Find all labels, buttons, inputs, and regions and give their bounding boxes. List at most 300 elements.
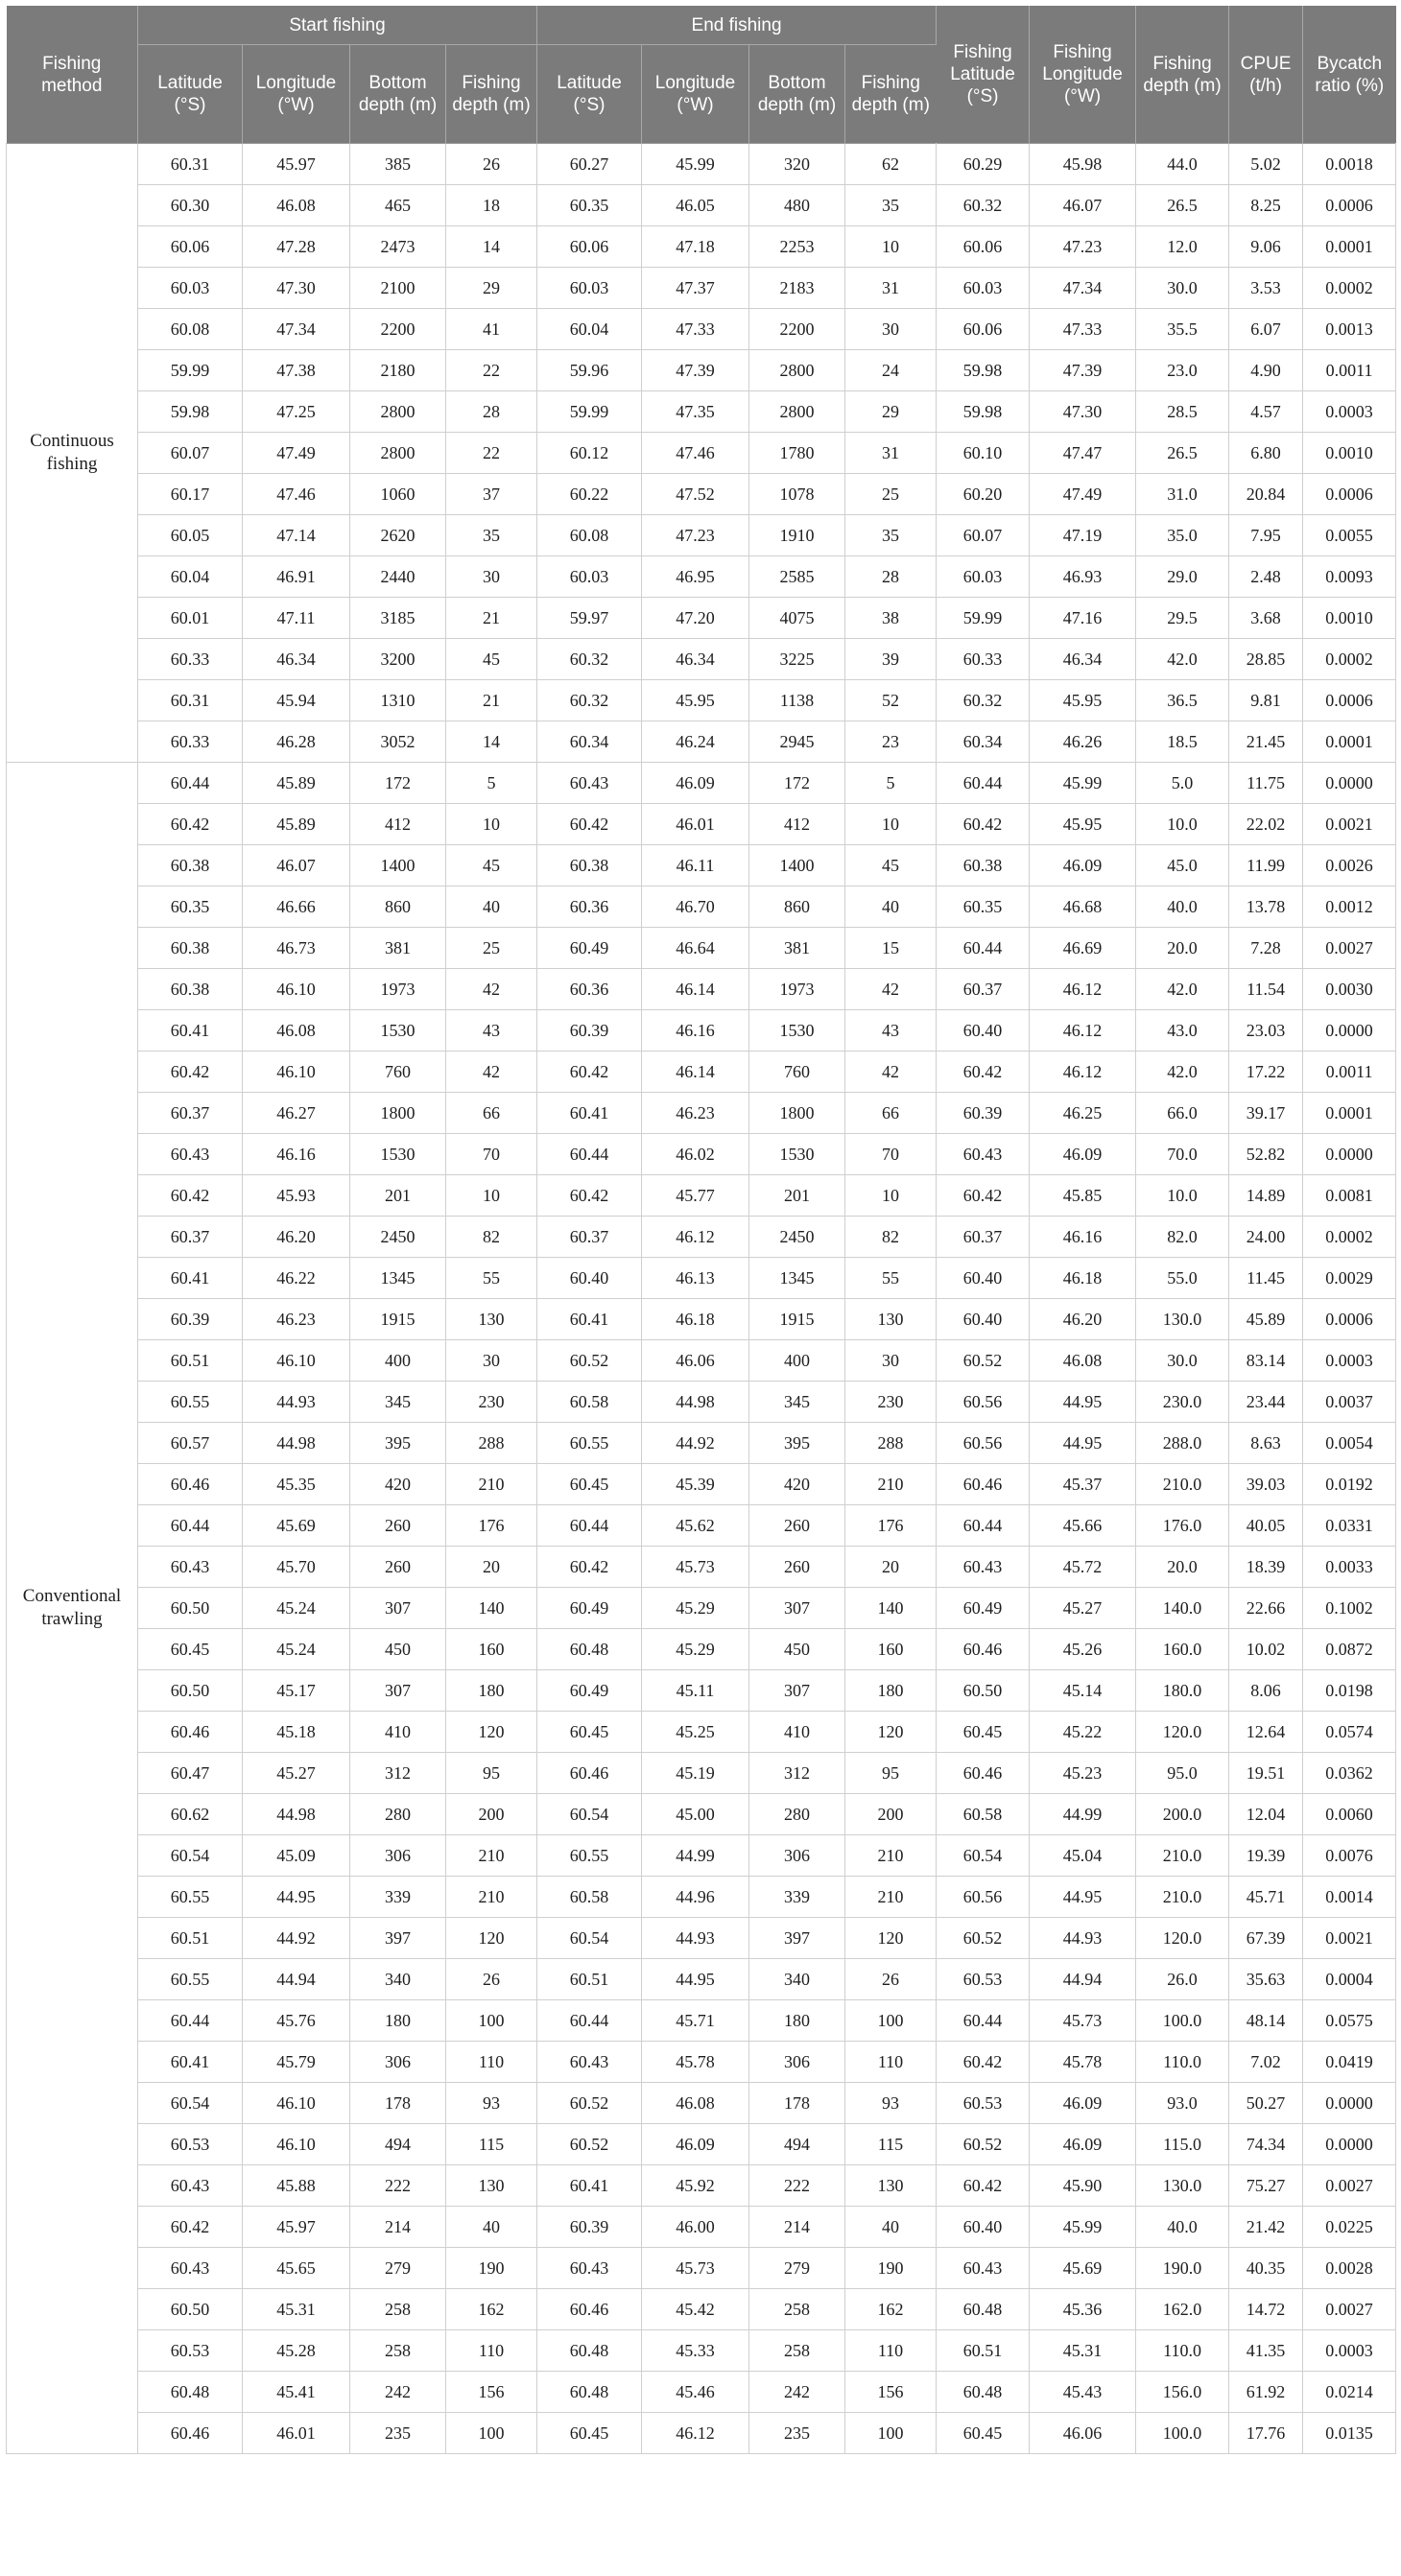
fishing-depth-cell: 66.0 [1136,1093,1229,1134]
bycatch-ratio-cell: 0.0000 [1303,1010,1396,1052]
cpue-cell: 50.27 [1229,2083,1303,2124]
start-latitude-cell: 60.03 [138,268,243,309]
cpue-cell: 17.76 [1229,2413,1303,2454]
start-latitude-cell: 60.42 [138,2207,243,2248]
start-fishing-depth-cell: 110 [446,2330,537,2372]
fishing-depth-cell: 20.0 [1136,928,1229,969]
fishing-longitude-cell: 45.95 [1030,804,1136,845]
end-bottom-depth-cell: 410 [749,1712,845,1753]
bycatch-ratio-cell: 0.0014 [1303,1877,1396,1918]
end-fishing-depth-cell: 28 [845,556,937,598]
start-latitude-cell: 60.06 [138,226,243,268]
end-fishing-depth-cell: 160 [845,1629,937,1670]
start-fishing-depth-cell: 70 [446,1134,537,1175]
table-row [7,185,1396,226]
bycatch-ratio-cell: 0.0076 [1303,1835,1396,1877]
fishing-latitude-cell: 60.35 [937,886,1030,928]
bycatch-ratio-cell: 0.0001 [1303,1093,1396,1134]
start-latitude-cell: 60.07 [138,433,243,474]
table-row [7,1835,1396,1877]
start-fishing-depth-cell: 21 [446,680,537,721]
table-row [7,1547,1396,1588]
fishing-longitude-cell: 46.68 [1030,886,1136,928]
fishing-longitude-cell: 44.95 [1030,1877,1136,1918]
end-longitude-cell: 46.14 [642,1052,749,1093]
end-latitude-cell: 60.39 [537,2207,642,2248]
end-latitude-cell: 60.03 [537,268,642,309]
end-fishing-depth-cell: 62 [845,144,937,185]
table-row [7,1959,1396,2000]
start-latitude-cell: 60.50 [138,2289,243,2330]
cpue-cell: 13.78 [1229,886,1303,928]
bycatch-ratio-cell: 0.0000 [1303,2083,1396,2124]
bycatch-ratio-cell: 0.0574 [1303,1712,1396,1753]
start-longitude-cell: 46.91 [243,556,350,598]
start-latitude-cell: 60.08 [138,309,243,350]
fishing-longitude-cell: 45.26 [1030,1629,1136,1670]
cpue-cell: 11.75 [1229,763,1303,804]
start-bottom-depth-cell: 2473 [350,226,446,268]
table-row [7,1093,1396,1134]
end-bottom-depth-cell: 760 [749,1052,845,1093]
header-end-bottom-depth: Bottom depth (m) [749,45,845,144]
start-longitude-cell: 45.88 [243,2165,350,2207]
start-longitude-cell: 45.09 [243,1835,350,1877]
fishing-latitude-cell: 60.56 [937,1382,1030,1423]
fishing-longitude-cell: 45.66 [1030,1505,1136,1547]
fishing-longitude-cell: 44.94 [1030,1959,1136,2000]
end-bottom-depth-cell: 214 [749,2207,845,2248]
start-longitude-cell: 45.93 [243,1175,350,1217]
end-latitude-cell: 60.49 [537,1670,642,1712]
end-longitude-cell: 44.96 [642,1877,749,1918]
end-bottom-depth-cell: 1973 [749,969,845,1010]
start-latitude-cell: 60.51 [138,1340,243,1382]
start-bottom-depth-cell: 2100 [350,268,446,309]
end-fishing-depth-cell: 210 [845,1464,937,1505]
start-bottom-depth-cell: 1530 [350,1134,446,1175]
fishing-latitude-cell: 60.49 [937,1588,1030,1629]
fishing-depth-cell: 30.0 [1136,1340,1229,1382]
fishing-latitude-cell: 60.20 [937,474,1030,515]
fishing-longitude-cell: 45.23 [1030,1753,1136,1794]
table-row [7,2165,1396,2207]
cpue-cell: 6.07 [1229,309,1303,350]
bycatch-ratio-cell: 0.0000 [1303,763,1396,804]
end-bottom-depth-cell: 381 [749,928,845,969]
fishing-longitude-cell: 45.73 [1030,2000,1136,2042]
start-bottom-depth-cell: 3200 [350,639,446,680]
fishing-latitude-cell: 60.03 [937,556,1030,598]
cpue-cell: 9.81 [1229,680,1303,721]
start-bottom-depth-cell: 2180 [350,350,446,391]
bycatch-ratio-cell: 0.0033 [1303,1547,1396,1588]
end-latitude-cell: 60.37 [537,1217,642,1258]
end-latitude-cell: 60.41 [537,2165,642,2207]
fishing-depth-cell: 29.0 [1136,556,1229,598]
fishing-depth-cell: 140.0 [1136,1588,1229,1629]
end-fishing-depth-cell: 25 [845,474,937,515]
end-latitude-cell: 60.48 [537,1629,642,1670]
start-fishing-depth-cell: 26 [446,144,537,185]
start-longitude-cell: 45.17 [243,1670,350,1712]
cpue-cell: 3.53 [1229,268,1303,309]
end-latitude-cell: 60.49 [537,928,642,969]
end-bottom-depth-cell: 1910 [749,515,845,556]
start-longitude-cell: 47.14 [243,515,350,556]
start-bottom-depth-cell: 306 [350,2042,446,2083]
fishing-longitude-cell: 46.25 [1030,1093,1136,1134]
end-fishing-depth-cell: 110 [845,2042,937,2083]
start-bottom-depth-cell: 3185 [350,598,446,639]
cpue-cell: 14.72 [1229,2289,1303,2330]
fishing-depth-cell: 156.0 [1136,2372,1229,2413]
start-bottom-depth-cell: 180 [350,2000,446,2042]
start-longitude-cell: 45.97 [243,2207,350,2248]
end-latitude-cell: 60.45 [537,1464,642,1505]
start-latitude-cell: 60.46 [138,1712,243,1753]
cpue-cell: 24.00 [1229,1217,1303,1258]
end-latitude-cell: 60.08 [537,515,642,556]
end-latitude-cell: 60.06 [537,226,642,268]
table-row [7,1753,1396,1794]
start-fishing-depth-cell: 42 [446,1052,537,1093]
fishing-depth-cell: 45.0 [1136,845,1229,886]
end-fishing-depth-cell: 210 [845,1877,937,1918]
cpue-cell: 11.54 [1229,969,1303,1010]
fishing-depth-cell: 110.0 [1136,2330,1229,2372]
fishing-latitude-cell: 60.03 [937,268,1030,309]
table-row [7,639,1396,680]
header-fishing-depth: Fishing depth (m) [1136,6,1229,144]
table-row [7,845,1396,886]
start-bottom-depth-cell: 340 [350,1959,446,2000]
end-bottom-depth-cell: 4075 [749,598,845,639]
table-row [7,268,1396,309]
end-fishing-depth-cell: 30 [845,1340,937,1382]
fishing-depth-cell: 130.0 [1136,1299,1229,1340]
end-fishing-depth-cell: 10 [845,804,937,845]
end-latitude-cell: 59.99 [537,391,642,433]
fishing-latitude-cell: 60.56 [937,1423,1030,1464]
start-longitude-cell: 45.89 [243,763,350,804]
start-fishing-depth-cell: 45 [446,845,537,886]
start-latitude-cell: 60.33 [138,721,243,763]
fishing-latitude-cell: 60.48 [937,2289,1030,2330]
end-fishing-depth-cell: 31 [845,268,937,309]
fishing-depth-cell: 120.0 [1136,1918,1229,1959]
end-longitude-cell: 44.99 [642,1835,749,1877]
header-bycatch-ratio: Bycatch ratio (%) [1303,6,1396,144]
end-bottom-depth-cell: 494 [749,2124,845,2165]
header-end-longitude: Longitude (°W) [642,45,749,144]
table-row [7,2207,1396,2248]
table-row [7,309,1396,350]
fishing-depth-cell: 120.0 [1136,1712,1229,1753]
fishing-data-table [6,6,1396,2454]
fishing-latitude-cell: 60.54 [937,1835,1030,1877]
end-bottom-depth-cell: 178 [749,2083,845,2124]
end-bottom-depth-cell: 258 [749,2330,845,2372]
table-row [7,350,1396,391]
end-latitude-cell: 60.46 [537,1753,642,1794]
start-latitude-cell: 60.42 [138,1052,243,1093]
end-bottom-depth-cell: 222 [749,2165,845,2207]
table-row [7,1382,1396,1423]
start-longitude-cell: 45.97 [243,144,350,185]
fishing-latitude-cell: 60.42 [937,1175,1030,1217]
end-bottom-depth-cell: 400 [749,1340,845,1382]
fishing-longitude-cell: 45.99 [1030,763,1136,804]
start-bottom-depth-cell: 1973 [350,969,446,1010]
bycatch-ratio-cell: 0.0575 [1303,2000,1396,2042]
start-longitude-cell: 45.79 [243,2042,350,2083]
fishing-latitude-cell: 59.98 [937,350,1030,391]
bycatch-ratio-cell: 0.0225 [1303,2207,1396,2248]
fishing-longitude-cell: 44.95 [1030,1382,1136,1423]
cpue-cell: 12.64 [1229,1712,1303,1753]
fishing-longitude-cell: 46.34 [1030,639,1136,680]
end-latitude-cell: 60.27 [537,144,642,185]
end-fishing-depth-cell: 66 [845,1093,937,1134]
fishing-depth-cell: 29.5 [1136,598,1229,639]
fishing-longitude-cell: 46.18 [1030,1258,1136,1299]
end-longitude-cell: 46.23 [642,1093,749,1134]
start-bottom-depth-cell: 1400 [350,845,446,886]
fishing-latitude-cell: 60.43 [937,1547,1030,1588]
fishing-latitude-cell: 60.37 [937,969,1030,1010]
table-row [7,391,1396,433]
table-row [7,598,1396,639]
fishing-depth-cell: 200.0 [1136,1794,1229,1835]
start-bottom-depth-cell: 2800 [350,391,446,433]
table-row [7,2330,1396,2372]
start-latitude-cell: 59.98 [138,391,243,433]
start-latitude-cell: 60.50 [138,1588,243,1629]
end-bottom-depth-cell: 307 [749,1588,845,1629]
start-fishing-depth-cell: 162 [446,2289,537,2330]
start-latitude-cell: 60.44 [138,763,243,804]
start-fishing-depth-cell: 14 [446,721,537,763]
start-fishing-depth-cell: 130 [446,1299,537,1340]
start-fishing-depth-cell: 55 [446,1258,537,1299]
end-latitude-cell: 60.48 [537,2372,642,2413]
end-bottom-depth-cell: 2945 [749,721,845,763]
start-longitude-cell: 44.92 [243,1918,350,1959]
fishing-latitude-cell: 60.46 [937,1753,1030,1794]
start-fishing-depth-cell: 210 [446,1464,537,1505]
end-latitude-cell: 60.32 [537,639,642,680]
end-fishing-depth-cell: 162 [845,2289,937,2330]
fishing-latitude-cell: 60.56 [937,1877,1030,1918]
start-longitude-cell: 47.49 [243,433,350,474]
end-latitude-cell: 60.55 [537,1835,642,1877]
start-latitude-cell: 60.45 [138,1629,243,1670]
table-row [7,1794,1396,1835]
fishing-longitude-cell: 45.37 [1030,1464,1136,1505]
start-latitude-cell: 60.51 [138,1918,243,1959]
fishing-depth-cell: 31.0 [1136,474,1229,515]
start-fishing-depth-cell: 30 [446,556,537,598]
cpue-cell: 35.63 [1229,1959,1303,2000]
fishing-latitude-cell: 60.52 [937,1918,1030,1959]
end-bottom-depth-cell: 1078 [749,474,845,515]
bycatch-ratio-cell: 0.0004 [1303,1959,1396,2000]
start-fishing-depth-cell: 5 [446,763,537,804]
start-bottom-depth-cell: 339 [350,1877,446,1918]
start-bottom-depth-cell: 465 [350,185,446,226]
start-fishing-depth-cell: 110 [446,2042,537,2083]
fishing-longitude-cell: 45.98 [1030,144,1136,185]
end-fishing-depth-cell: 230 [845,1382,937,1423]
fishing-longitude-cell: 46.09 [1030,845,1136,886]
end-fishing-depth-cell: 120 [845,1712,937,1753]
cpue-cell: 23.44 [1229,1382,1303,1423]
cpue-cell: 3.68 [1229,598,1303,639]
start-bottom-depth-cell: 279 [350,2248,446,2289]
end-latitude-cell: 60.52 [537,1340,642,1382]
fishing-longitude-cell: 45.90 [1030,2165,1136,2207]
end-fishing-depth-cell: 130 [845,1299,937,1340]
end-fishing-depth-cell: 20 [845,1547,937,1588]
start-bottom-depth-cell: 412 [350,804,446,845]
end-longitude-cell: 46.24 [642,721,749,763]
start-fishing-depth-cell: 29 [446,268,537,309]
end-fishing-depth-cell: 93 [845,2083,937,2124]
fishing-longitude-cell: 46.26 [1030,721,1136,763]
fishing-depth-cell: 12.0 [1136,226,1229,268]
start-fishing-depth-cell: 200 [446,1794,537,1835]
table-row [7,804,1396,845]
table-row [7,2042,1396,2083]
fishing-depth-cell: 23.0 [1136,350,1229,391]
end-latitude-cell: 60.40 [537,1258,642,1299]
fishing-depth-cell: 93.0 [1136,2083,1229,2124]
end-latitude-cell: 60.58 [537,1877,642,1918]
end-latitude-cell: 60.44 [537,1134,642,1175]
start-longitude-cell: 46.28 [243,721,350,763]
end-longitude-cell: 47.23 [642,515,749,556]
start-longitude-cell: 46.10 [243,2083,350,2124]
start-fishing-depth-cell: 93 [446,2083,537,2124]
header-end-latitude: Latitude (°S) [537,45,642,144]
start-fishing-depth-cell: 40 [446,886,537,928]
cpue-cell: 5.02 [1229,144,1303,185]
end-fishing-depth-cell: 43 [845,1010,937,1052]
start-latitude-cell: 60.37 [138,1217,243,1258]
start-fishing-depth-cell: 30 [446,1340,537,1382]
fishing-depth-cell: 230.0 [1136,1382,1229,1423]
fishing-latitude-cell: 60.40 [937,1258,1030,1299]
header-start-bottom-depth: Bottom depth (m) [350,45,446,144]
cpue-cell: 61.92 [1229,2372,1303,2413]
start-longitude-cell: 46.07 [243,845,350,886]
fishing-depth-cell: 160.0 [1136,1629,1229,1670]
start-latitude-cell: 60.41 [138,2042,243,2083]
cpue-cell: 19.51 [1229,1753,1303,1794]
end-bottom-depth-cell: 258 [749,2289,845,2330]
end-longitude-cell: 45.92 [642,2165,749,2207]
fishing-latitude-cell: 60.33 [937,639,1030,680]
end-bottom-depth-cell: 340 [749,1959,845,2000]
end-fishing-depth-cell: 180 [845,1670,937,1712]
fishing-latitude-cell: 59.99 [937,598,1030,639]
start-latitude-cell: 60.43 [138,2165,243,2207]
fishing-longitude-cell: 47.34 [1030,268,1136,309]
start-longitude-cell: 46.10 [243,1052,350,1093]
start-longitude-cell: 45.69 [243,1505,350,1547]
bycatch-ratio-cell: 0.0012 [1303,886,1396,928]
bycatch-ratio-cell: 0.0028 [1303,2248,1396,2289]
start-latitude-cell: 60.44 [138,2000,243,2042]
end-longitude-cell: 45.78 [642,2042,749,2083]
end-bottom-depth-cell: 306 [749,2042,845,2083]
end-latitude-cell: 60.34 [537,721,642,763]
fishing-longitude-cell: 46.07 [1030,185,1136,226]
cpue-cell: 11.45 [1229,1258,1303,1299]
fishing-latitude-cell: 60.44 [937,2000,1030,2042]
start-latitude-cell: 60.38 [138,928,243,969]
end-bottom-depth-cell: 242 [749,2372,845,2413]
cpue-cell: 2.48 [1229,556,1303,598]
end-bottom-depth-cell: 2800 [749,350,845,391]
start-bottom-depth-cell: 2200 [350,309,446,350]
end-latitude-cell: 60.42 [537,1052,642,1093]
table-row [7,1464,1396,1505]
fishing-depth-cell: 40.0 [1136,2207,1229,2248]
end-bottom-depth-cell: 1138 [749,680,845,721]
bycatch-ratio-cell: 0.0021 [1303,1918,1396,1959]
fishing-latitude-cell: 60.46 [937,1629,1030,1670]
end-longitude-cell: 47.20 [642,598,749,639]
cpue-cell: 9.06 [1229,226,1303,268]
fishing-longitude-cell: 47.47 [1030,433,1136,474]
fishing-latitude-cell: 60.45 [937,2413,1030,2454]
bycatch-ratio-cell: 0.0027 [1303,2289,1396,2330]
end-longitude-cell: 46.05 [642,185,749,226]
fishing-longitude-cell: 46.12 [1030,1052,1136,1093]
fishing-latitude-cell: 60.45 [937,1712,1030,1753]
start-bottom-depth-cell: 760 [350,1052,446,1093]
bycatch-ratio-cell: 0.0003 [1303,2330,1396,2372]
start-longitude-cell: 45.41 [243,2372,350,2413]
fishing-longitude-cell: 45.36 [1030,2289,1136,2330]
fishing-longitude-cell: 45.14 [1030,1670,1136,1712]
table-body [7,144,1396,2454]
fishing-longitude-cell: 45.69 [1030,2248,1136,2289]
fishing-latitude-cell: 60.34 [937,721,1030,763]
start-latitude-cell: 60.55 [138,1877,243,1918]
start-latitude-cell: 60.47 [138,1753,243,1794]
fishing-latitude-cell: 60.37 [937,1217,1030,1258]
end-bottom-depth-cell: 235 [749,2413,845,2454]
end-fishing-depth-cell: 100 [845,2000,937,2042]
end-fishing-depth-cell: 42 [845,1052,937,1093]
fishing-latitude-cell: 60.38 [937,845,1030,886]
bycatch-ratio-cell: 0.0030 [1303,969,1396,1010]
end-latitude-cell: 60.04 [537,309,642,350]
table-row [7,680,1396,721]
cpue-cell: 40.05 [1229,1505,1303,1547]
fishing-longitude-cell: 45.31 [1030,2330,1136,2372]
start-fishing-depth-cell: 156 [446,2372,537,2413]
fishing-latitude-cell: 60.44 [937,928,1030,969]
cpue-cell: 18.39 [1229,1547,1303,1588]
start-latitude-cell: 60.31 [138,680,243,721]
table-row [7,1299,1396,1340]
bycatch-ratio-cell: 0.0029 [1303,1258,1396,1299]
start-longitude-cell: 45.94 [243,680,350,721]
